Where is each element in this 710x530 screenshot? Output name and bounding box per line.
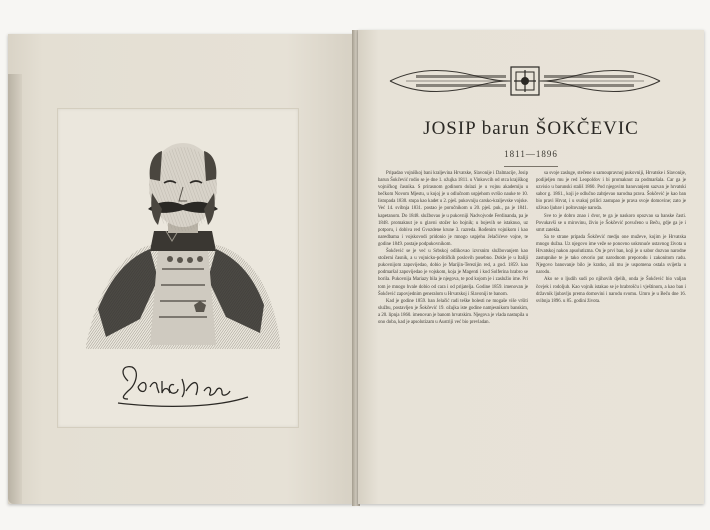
portrait-plate xyxy=(57,108,299,428)
paragraph: Pripadao vojniškoj bani kraljevina Hrvatske, Slavonije i Dalmacije, Josip barun Šokčević rodio se je dne 1. ožujka 1811. u Vinkovcih od otca krajiškog vojničkog časnika. S prirasnom godinom dolazi je u vojnu akademiju u bečkom Novom Mjestu, u kojoj je u odlučnom uspjehom svršio nauke te 10. listopada 1830. stupa kao kadet u 2. pješ. pukovniju carsko-kraljevske vojske. Već 14. svibnja 1831. postao je poručnikom u 20. pješ. puk., pa je 1841. kapetanom. Do 1848. službovao je u pukovniji Nadvojvode Ferdinanda, pa je 1848. promaknut je u glavni stožer ko bojnik; u bojevih se istaknuo, uz potporu, i dobiva red Gvozdene krune 3. razreda. Rođenim vojnikom i kao naredbama i vojskovodi pridonio je mnogo uspjehu Jelačićeve vojne, te godine 1849. postaje podpukovnikom. xyxy=(378,171,528,247)
page-edge xyxy=(8,74,22,504)
ornamental-header xyxy=(386,62,664,100)
text-column-left xyxy=(378,170,528,470)
paragraph: Ako se o ljudih sudi po njihovih djelih, onda je Šokčević bio valjan čovjek i rodoljub. Kao vojnik istakao se je hrabrošću i vještinom, a kao ban i državnik ljubavlju prema domovini i narodu svomu. Umro je u Beču dne 16. svibnja 1896. u 85. godini života. xyxy=(536,277,686,304)
paragraph: Kad je godine 1859. ban Jelačić radi teške bolesti ne mogaše više vršiti službu, postavljen je Šokčević 19. ožujka iste godine namjesnikom banskim, a 20. lipnja 1860. imenovan je banom hrvatskim. Njegova je vlada nastupila u ono doba, kad je apsolutizam u Austriji već bio prevladan. xyxy=(378,298,528,325)
title-rule xyxy=(504,166,558,167)
paragraph: sa svoje zasluge, stečene u samoupravnoj pukovniji, Hrvatske i Slavonije, podijeljen mu je red Leopoldov i bi promaknut za podmaršala. Car ga je uzvisio u barunski stališ 1860. Pod njegovim banovanjem sazvan je hrvatski sabor g. 1861., koji je odlučno zahtjevao narodna prava. Šokčević je kao ban bio pravi Hrvat, i u svakoj prilici zastupao je prava svoje domovine; zato je uživao ljubav i poštovanje naroda. xyxy=(536,171,686,212)
article-years: 1811—1896 xyxy=(504,149,558,159)
paragraph: Sve to je dobro znao i dvor, te ga je naskoro opozvao sa banske časti. Povukavši se u mirovinu, živio je Šokčević povučeno u Beču, gdje ga je i smrt zatekla. xyxy=(536,213,686,233)
article-title: JOSIP barun ŠOKČEVIC xyxy=(423,118,639,139)
portrait-engraving xyxy=(58,109,298,427)
paragraph: Šokčević se je već u Srbskoj odlikovao izvrsnim službovanjem kao stožerni časnik, a u vojnicko-političkih poslovih posebno. Dokle je u Italiji pukovnijom zapovijedao, dobio je Marijin-Terezijin red, a god. 1859. kao podmaršal zapovijedao je vojskom, koja je Magenti i kod Solferina hrabro se borila. Pukovnija Mariazy bila je njegova, te pod kojom je i zaslužio ime. Pri tom je mnogo hvale dobio od cara i od prijatelja. Godine 1859. imenovan je Šokčević zapovjednim generalom u Hrvatskoj i Slavoniji te banom. xyxy=(378,249,528,297)
text-column-right xyxy=(536,170,686,470)
paragraph: Sa te strane pripada Šokčević medju one muževe, kojim je Hrvatska mnogo dužna. Uz njegovo ime veže se ponovno uskrsnuće ustavnog života u Hrvatskoj nakon apsolutizma. On je prvi ban, koji je u sabor dozvao narodne zastupnike te je tako otvorio put narodnom preporodu i zakonitom radu. Njegovo banovanje bilo je kratko, ali mu je uspomena ostala svijetla u narodu. xyxy=(536,234,686,276)
